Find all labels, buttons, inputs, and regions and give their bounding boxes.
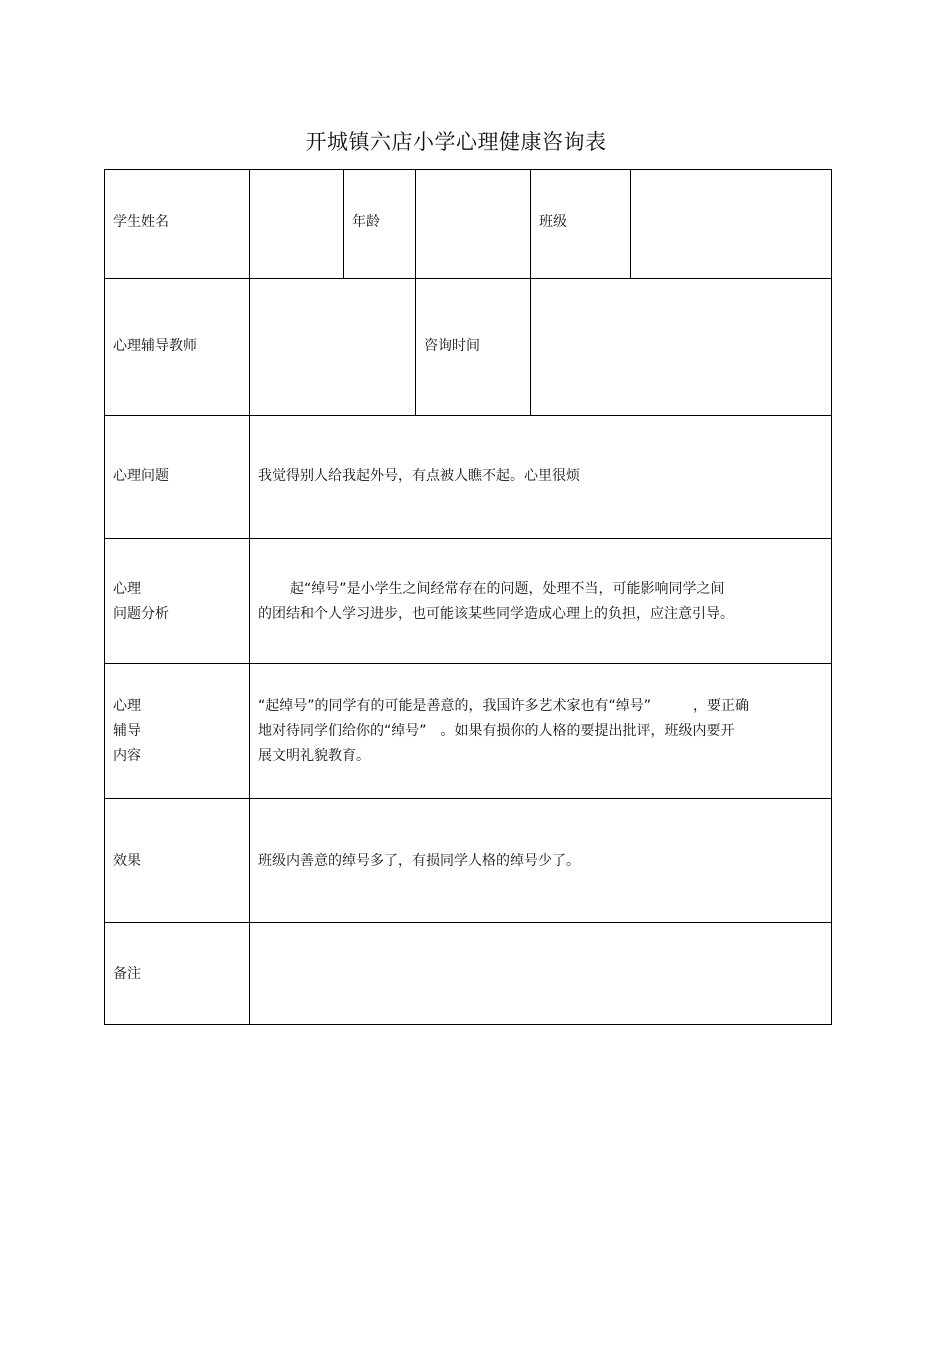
class-label: 班级 [539, 214, 567, 230]
counseling-label-line: 内容 [113, 748, 141, 764]
consultation-form [104, 169, 832, 1025]
counseling-label [113, 694, 141, 769]
student-name-label: 学生姓名 [113, 214, 169, 230]
age-label: 年龄 [352, 214, 380, 230]
counseling-line: 展文明礼貌教育。 [258, 748, 370, 764]
counseling-label-line: 辅导 [113, 723, 141, 739]
remarks-label: 备注 [113, 966, 141, 982]
column-divider [630, 170, 631, 278]
column-divider [530, 170, 531, 415]
row-divider [105, 663, 831, 664]
column-divider [415, 170, 416, 415]
column-divider [343, 170, 344, 278]
consult-time-label: 咨询时间 [424, 338, 480, 354]
analysis-label-line: 问题分析 [113, 606, 169, 622]
row-divider [105, 922, 831, 923]
problem-label: 心理问题 [113, 468, 169, 484]
page-title: 开城镇六店小学心理健康咨询表 [305, 130, 607, 154]
row-divider [105, 798, 831, 799]
counseling-text [258, 694, 749, 769]
analysis-line: 起“绰号”是小学生之间经常存在的问题，处理不当，可能影响同学之间 [290, 581, 725, 597]
counseling-line: “起绰号”的同学有的可能是善意的，我国许多艺术家也有“绰号” ，要正确 [258, 698, 750, 714]
analysis-label-line: 心理 [113, 581, 141, 597]
column-divider [249, 170, 250, 1024]
effect-label: 效果 [113, 853, 141, 869]
counselor-label: 心理辅导教师 [113, 338, 197, 354]
row-divider [105, 278, 831, 279]
counseling-label-line: 心理 [113, 698, 141, 714]
counseling-line: 地对待同学们给你的“绰号” 。如果有损你的人格的要提出批评，班级内要开 [258, 723, 735, 739]
row-divider [105, 415, 831, 416]
row-divider [105, 538, 831, 539]
analysis-line: 的团结和个人学习进步，也可能该某些同学造成心理上的负担，应注意引导。 [258, 606, 734, 622]
analysis-text [258, 577, 734, 627]
problem-text: 我觉得别人给我起外号，有点被人瞧不起。心里很烦 [258, 468, 580, 484]
analysis-label [113, 577, 169, 627]
effect-text: 班级内善意的绰号多了，有损同学人格的绰号少了。 [258, 853, 580, 869]
